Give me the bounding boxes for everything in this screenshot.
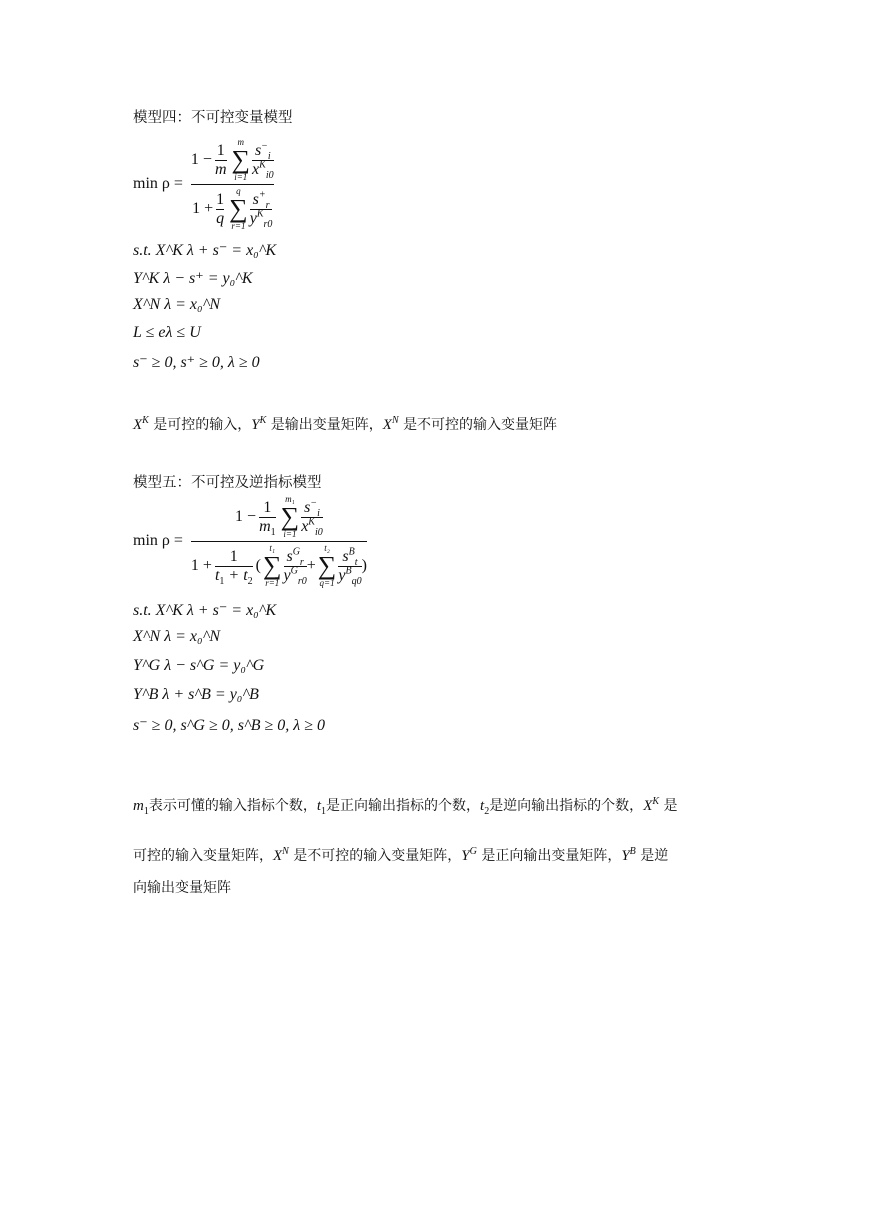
model4-constraint-2: Y^K λ − s⁺ = y₀^K <box>133 270 253 287</box>
model5-objective: min ρ = 1 − $\frac{1}{m_1}$ m₁ ∑ i=1 $\frac{s^-_i}{x^K_{i0}}$ 1 + $\frac{1}{t_1 + t_2}$ ( t₁ ∑ r=1 $\frac{s^G_r}{y^G_{r0}}$ + t₂ ∑ q=1 $\frac{s^B_t}{y^B_{q0}}$ ) <box>133 494 367 588</box>
model4-constraint-4: L ≤ eλ ≤ U <box>133 324 201 341</box>
model4-objective: min ρ = 1 − $\frac{1}{m}$ m ∑ i=1 $\frac{s^-_i}{x^K_{i0}}$ 1 + $\frac{1}{q}$ q ∑ r=1 $\frac{s^+_r}{y^K_{r0}}$ <box>133 137 274 231</box>
objective-lhs: min ρ = <box>133 175 183 193</box>
model4-title: 模型四：不可控变量模型 <box>133 110 293 126</box>
model5-constraint-5: s⁻ ≥ 0, s^G ≥ 0, s^B ≥ 0, λ ≥ 0 <box>133 717 326 734</box>
model5-title: 模型五：不可控及逆指标模型 <box>133 475 322 491</box>
model4-constraint-3: X^N λ = x₀^N <box>133 296 221 313</box>
model5-note-line3: 向输出变量矩阵 <box>133 880 231 896</box>
model5-note-line1: $m_1$表示可懂的输入指标个数，$t_1$是正向输出指标的个数，$t_2$是逆向输出指标的个数，$X^K$ 是 <box>133 796 678 817</box>
objective-lhs: min ρ = <box>133 532 183 550</box>
model4-constraint-1: s.t. X^K λ + s⁻ = x₀^K <box>133 242 277 259</box>
model5-constraint-2: X^N λ = x₀^N <box>133 628 221 645</box>
model4-note: $X^K$ 是可控的输入，$Y^K$ 是输出变量矩阵，$X^N$ 是不可控的输入变量矩阵 <box>133 415 558 433</box>
model4-constraint-5: s⁻ ≥ 0, s⁺ ≥ 0, λ ≥ 0 <box>133 354 260 371</box>
model5-note-line2: 可控的输入变量矩阵，$X^N$ 是不可控的输入变量矩阵，$Y^G$ 是正向输出变量矩阵，$Y^B$ 是逆 <box>133 846 669 864</box>
model5-constraint-1: s.t. X^K λ + s⁻ = x₀^K <box>133 602 277 619</box>
model5-constraint-3: Y^G λ − s^G = y₀^G <box>133 657 265 674</box>
model5-constraint-4: Y^B λ + s^B = y₀^B <box>133 686 259 703</box>
